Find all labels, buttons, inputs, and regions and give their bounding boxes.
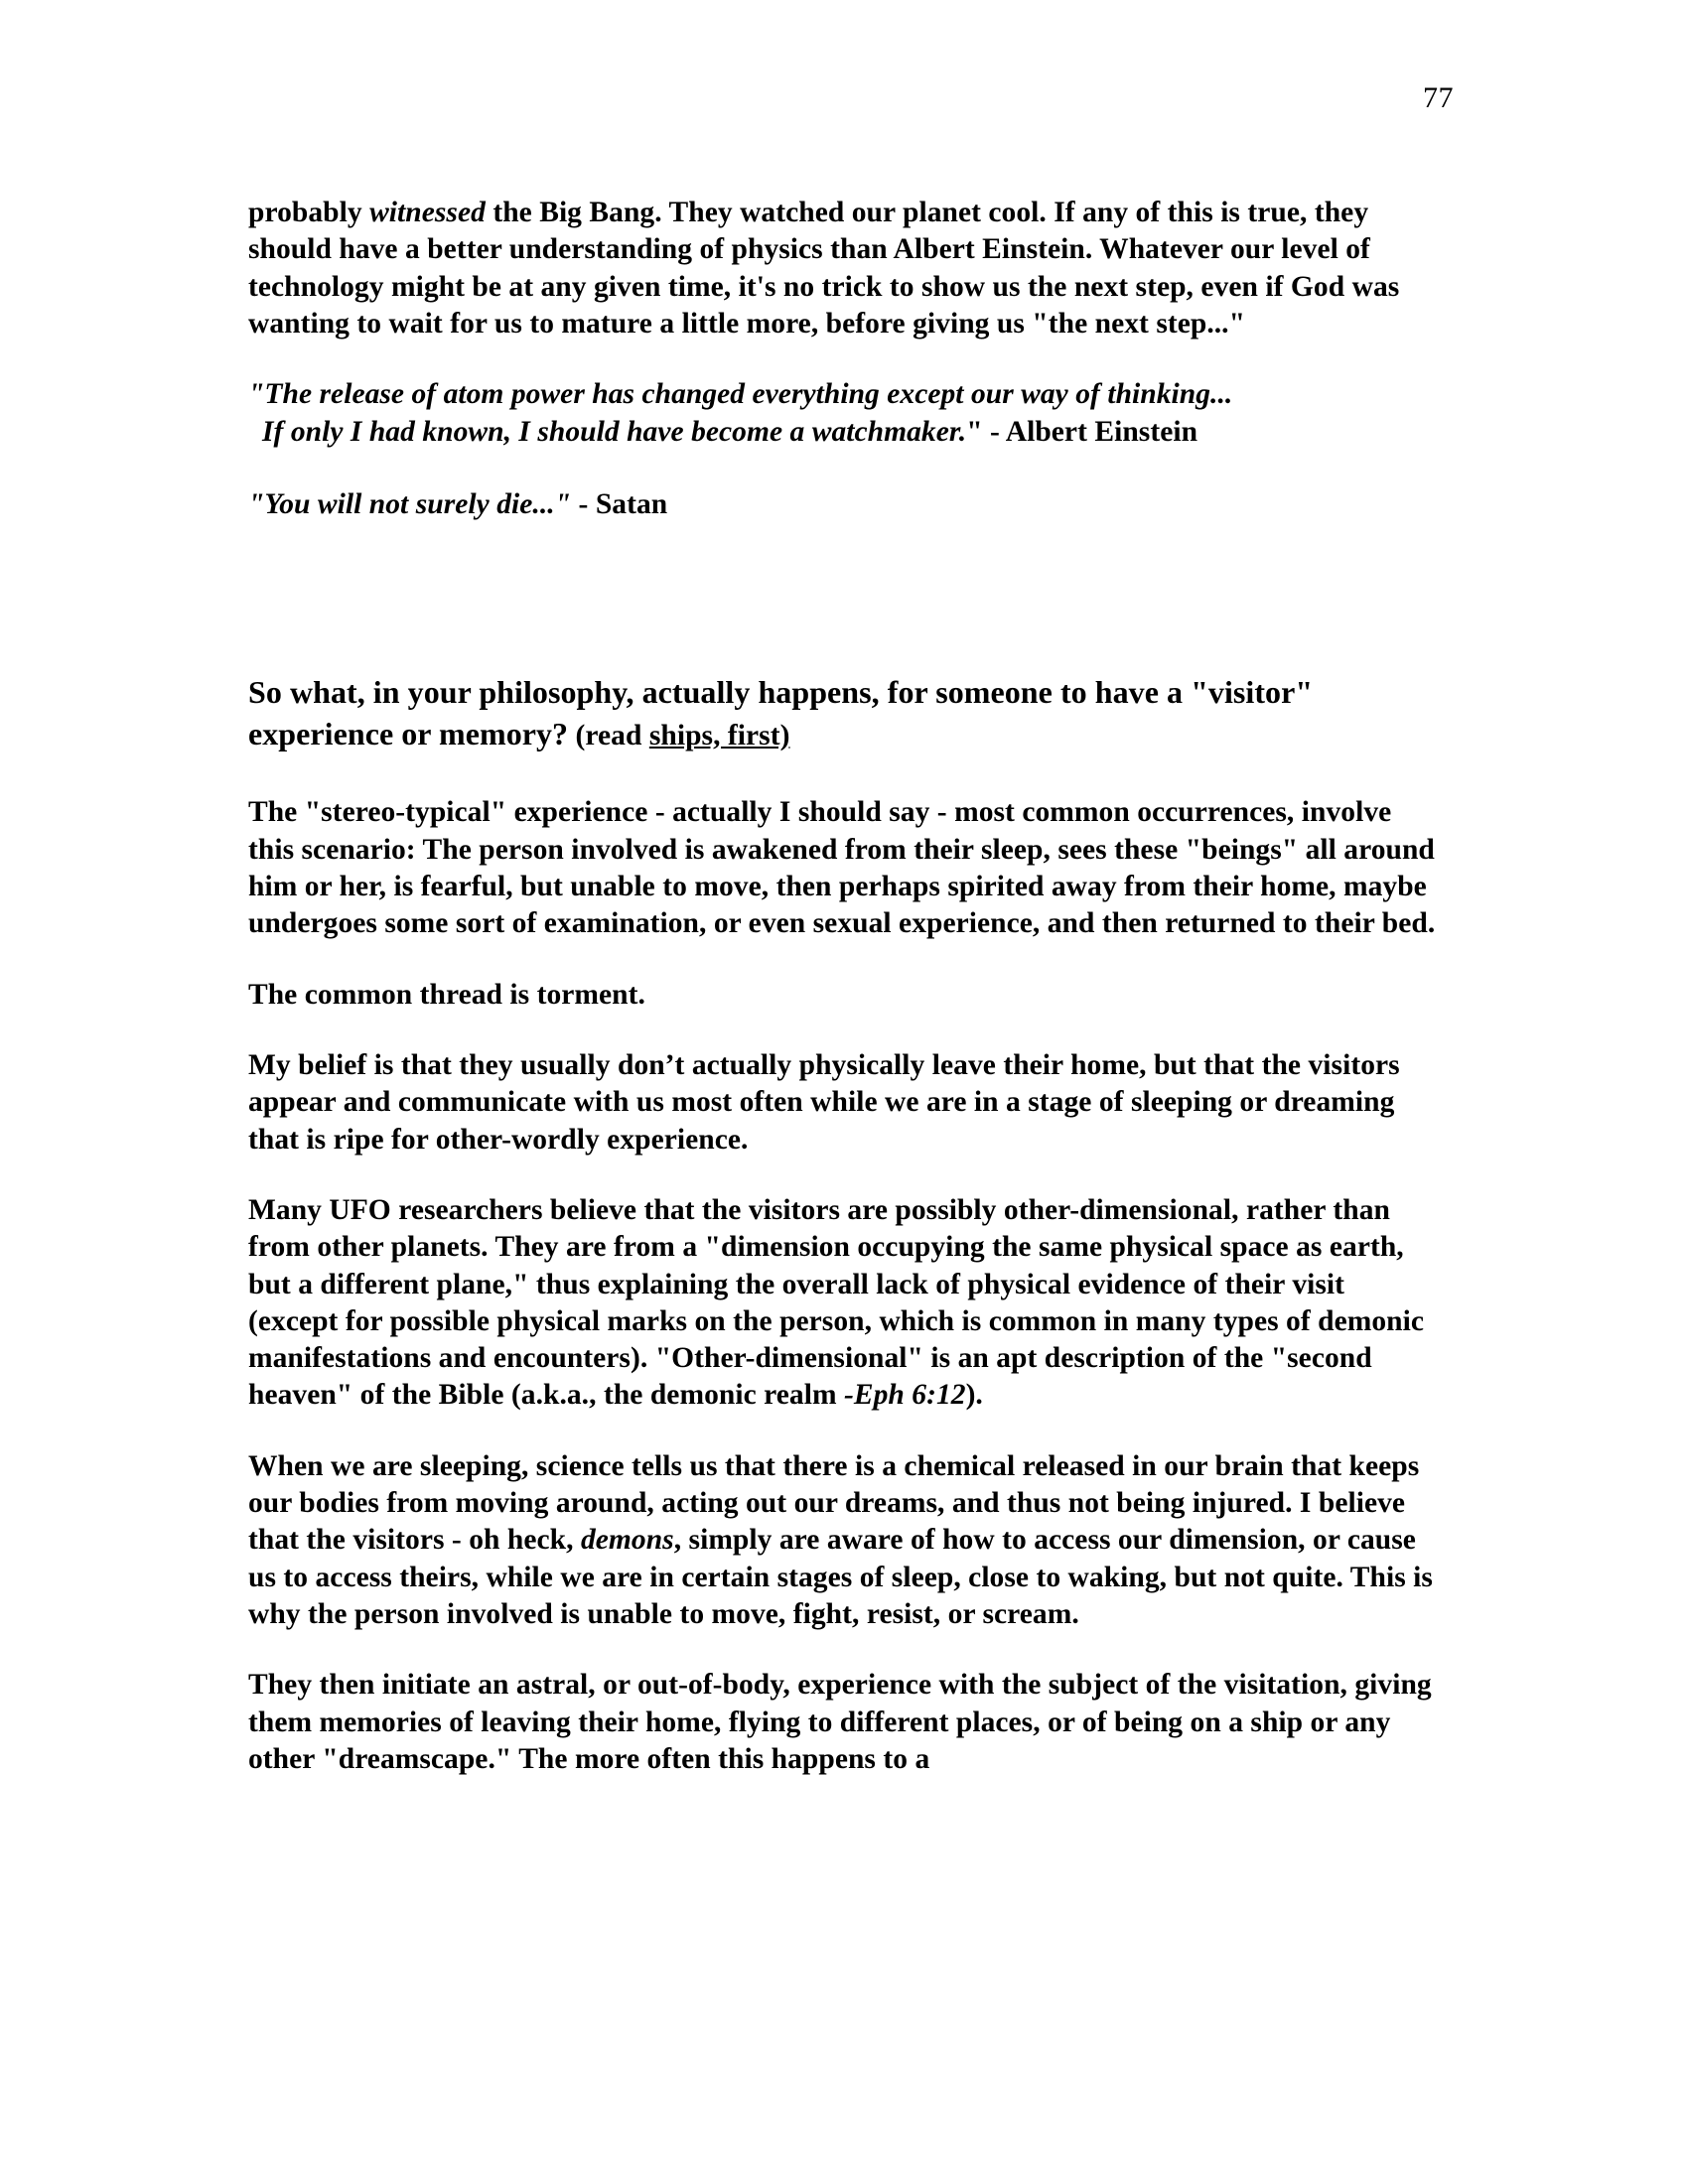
paragraph-7: They then initiate an astral, or out-of-body, experience with the subject of the visitation, giving them memories of leaving their home, flying to different places, or of being on a ship or any other "dreamscape." The more often this happens to a (248, 1669, 1432, 1775)
paragraph-4: My belief is that they usually don’t actually physically leave their home, but that the visitors appear and communicate with us most often while we are in a stage of sleeping or dreaming that is ripe for other-wordly experience. (248, 1048, 1400, 1156)
paragraph-5-scripture-reference: -Eph 6:12 (844, 1379, 966, 1412)
paragraph-5-post: ). (965, 1379, 983, 1412)
spacer (248, 1415, 1440, 1448)
paragraph-6-emphasis: demons (580, 1524, 674, 1557)
spacer (248, 1633, 1440, 1667)
quote-satan-attribution: - Satan (571, 487, 668, 520)
paragraph-2: The "stereo-typical" experience - actually I should say - most common occurrences, involve this scenario: The person involved is awakened from their sleep, sees these "beings" all around him or her, is fearful, but unable to move, then perhaps spirited away from their home, maybe undergoes some sort of examination, or even sexual experience, and then returned to their bed. (248, 796, 1436, 940)
section-heading (248, 672, 1440, 754)
quote-einstein-line-2: If only I had known, I should have become a watchmaker. (262, 415, 967, 448)
quote-satan (248, 486, 1440, 523)
paragraph-6-pre: When we are sleeping, science tells us that there is a chemical released in our brain that keeps our bodies from moving around, acting out our dreams, and thus not being injured. I believe that the visitors - oh heck, (248, 1449, 1420, 1557)
paragraph-6-post: , simply are aware of how to access our dimension, or cause us to access theirs, while we are in certain stages of sleep, close to waking, but not quite. This is why the person involved is unable to move, fight, resist, or scream. (248, 1524, 1433, 1630)
section-heading-link-ships-first[interactable]: ships, first) (648, 719, 790, 751)
paragraph-5-pre: Many UFO researchers believe that the visitors are possibly other-dimensional, rather than from other planets. They are from a "dimension occupying the same physical space as earth, but a different plane," thus explaining the overall lack of physical evidence of their visit (except for possible physical marks on the person, which is common in many types of demonic manifestations and encounters). "Other-dimensional" is an apt description of the "second heaven" of the Bible (a.k.a., the demonic realm (248, 1193, 1425, 1412)
spacer (248, 342, 1440, 376)
section-heading-main: So what, in your philosophy, actually happens, for someone to have a "visitor" experience or memory? (248, 674, 1314, 751)
spacer (248, 451, 1440, 486)
spacer (248, 1014, 1440, 1047)
quote-einstein-attribution: - Albert Einstein (982, 415, 1198, 448)
quote-einstein-line-1: "The release of atom power has changed everything except our way of thinking... (248, 378, 1233, 411)
spacer (248, 754, 1440, 794)
paragraph-5 (248, 1192, 1440, 1415)
page-content (248, 195, 1440, 1778)
paragraph-1-pre: probably (248, 197, 370, 228)
paragraph-1 (248, 195, 1440, 342)
spacer (248, 943, 1440, 977)
paragraph-6 (248, 1448, 1440, 1634)
section-heading-sub-pre: (read (568, 719, 649, 751)
quote-einstein-close-quote: " (966, 415, 983, 448)
paragraph-3: The common thread is torment. (248, 978, 645, 1011)
spacer (248, 1159, 1440, 1192)
paragraph-1-emphasis: witnessed (369, 197, 486, 228)
page-number: 77 (1423, 81, 1454, 114)
quote-einstein (248, 376, 1440, 451)
spacer-large (248, 523, 1440, 672)
paragraph-1-post: the Big Bang. They watched our planet cool. If any of this is true, they should have a better understanding of physics than Albert Einstein. Whatever our level of technology might be at any given time, it's no trick to show us the next step, even if God was wanting to wait for us to mature a little more, before giving us "the next step..." (248, 197, 1400, 340)
quote-satan-text: "You will not surely die..." (248, 487, 572, 520)
